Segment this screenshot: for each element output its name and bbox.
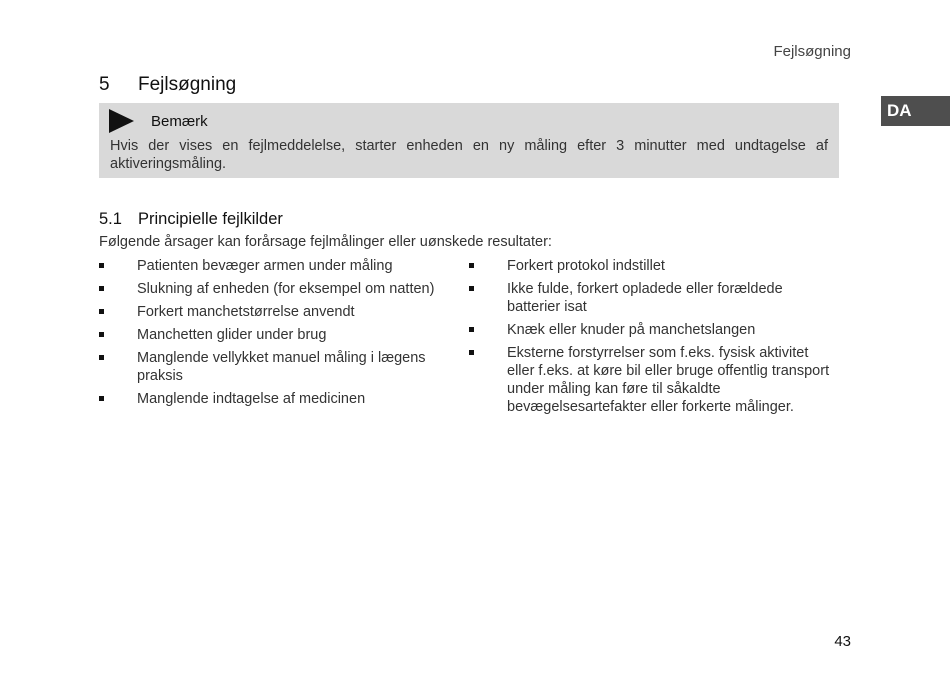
note-arrow-icon: [109, 109, 134, 133]
list-item-text: Patienten bevæger armen under måling: [137, 258, 393, 274]
list-item: [99, 303, 459, 321]
note-title-row: [110, 109, 828, 133]
language-tab: DA: [881, 96, 950, 126]
subsection-number: 5.1: [99, 210, 122, 228]
list-item: [99, 349, 459, 385]
list-item-text: Slukning af enheden (for eksempel om natten): [137, 281, 435, 297]
intro-text: Følgende årsager kan forårsage fejlmålinger eller uønskede resultater:: [99, 234, 552, 250]
cause-list-right: [469, 257, 839, 421]
bullet-icon: [99, 309, 104, 314]
section-number: 5: [99, 74, 110, 95]
running-header: Fejlsøgning: [773, 43, 851, 60]
list-item: [99, 390, 459, 408]
list-item-text: Manchetten glider under brug: [137, 327, 327, 343]
bullet-icon: [469, 327, 474, 332]
bullet-icon: [99, 332, 104, 337]
subsection-title: Principielle fejlkilder: [138, 210, 283, 228]
list-item: [469, 321, 839, 339]
list-item-text: Forkert manchetstørrelse anvendt: [137, 304, 355, 320]
note-text: Hvis der vises en fejlmeddelelse, starter enheden en ny måling efter 3 minutter med undtagelse af aktiveringsmåling.: [110, 138, 828, 172]
list-item: [99, 326, 459, 344]
subsection-heading: [99, 210, 283, 229]
cause-list-left: [99, 257, 459, 413]
bullet-icon: [469, 286, 474, 291]
bullet-icon: [469, 350, 474, 355]
bullet-icon: [469, 263, 474, 268]
bullet-icon: [99, 286, 104, 291]
list-item: [99, 257, 459, 275]
page-number: 43: [834, 633, 851, 650]
note-title: Bemærk: [151, 112, 208, 130]
list-item-text: Eksterne forstyrrelser som f.eks. fysisk aktivitet eller f.eks. at køre bil eller bruge offentlig transport under måling kan føre til såkaldte bevægelsesartefakter eller forkerte målinger.: [507, 345, 830, 415]
list-item-text: Knæk eller knuder på manchetslangen: [507, 322, 756, 338]
list-item-text: Forkert protokol indstillet: [507, 258, 665, 274]
section-title: Fejlsøgning: [138, 74, 237, 95]
list-item: [469, 344, 839, 416]
bullet-icon: [99, 355, 104, 360]
list-item: [469, 257, 839, 275]
bullet-icon: [99, 396, 104, 401]
bullet-icon: [99, 263, 104, 268]
list-item-text: Ikke fulde, forkert opladede eller forældede batterier isat: [507, 281, 783, 315]
list-item-text: Manglende indtagelse af medicinen: [137, 391, 366, 407]
list-item-text: Manglende vellykket manuel måling i lægens praksis: [137, 350, 426, 384]
note-box: [99, 103, 839, 178]
list-item: [99, 280, 459, 298]
list-item: [469, 280, 839, 316]
section-heading: [99, 74, 236, 96]
